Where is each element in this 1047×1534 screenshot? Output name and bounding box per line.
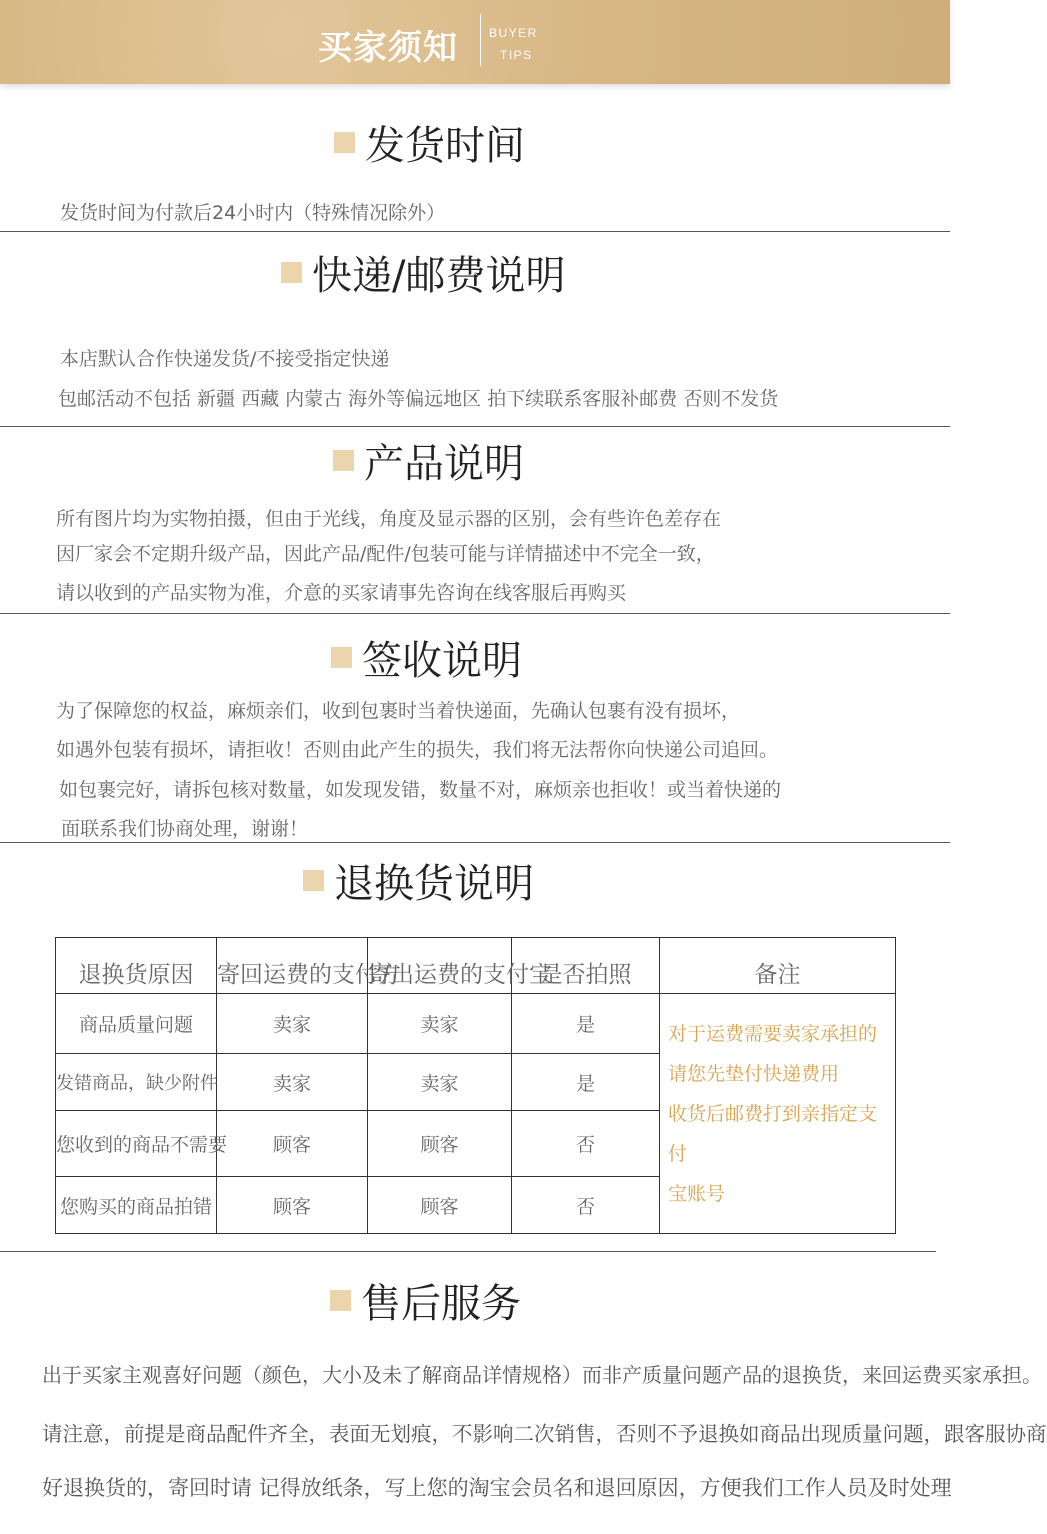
table-cell: 顾客 <box>368 1177 512 1234</box>
banner-en-line2: TIPS <box>500 48 533 62</box>
table-cell: 是 <box>512 1054 660 1111</box>
aftersale-line-2: 请注意，前提是商品配件齐全，表面无划痕，不影响二次销售，否则不予退换如商品出现质量问题，跟客服协商 <box>42 1422 1047 1446</box>
note-line: 对于运费需要卖家承担的 <box>668 1022 878 1045</box>
table-cell-reason: 发错商品，缺少附件 <box>56 1054 217 1111</box>
signing-line-1: 为了保障您的权益，麻烦亲们，收到包裹时当着快递面，先确认包裹有没有损坏， <box>56 700 741 722</box>
buyer-tips-banner <box>0 0 950 84</box>
section-heading-product <box>333 432 524 489</box>
section-divider <box>0 231 950 232</box>
section-heading-aftersale <box>330 1272 521 1329</box>
shipping-time-text: 发货时间为付款后24小时内（特殊情况除外） <box>60 202 446 224</box>
signing-line-2: 如遇外包装有损坏，请拒收！否则由此产生的损失，我们将无法帮你向快递公司追回。 <box>56 739 779 761</box>
col-header-reason: 退换货原因 <box>56 938 217 994</box>
courier-line-1: 本店默认合作快递发货/不接受指定快递 <box>60 348 390 370</box>
banner-en-line1: BUYER <box>489 26 538 40</box>
heading-square-icon <box>331 647 352 668</box>
aftersale-line-1: 出于买家主观喜好问题（颜色，大小及未了解商品详情规格）而非产质量问题产品的退换货，来回运费买家承担。 <box>42 1363 1042 1387</box>
note-line: 收货后邮费打到亲指定支付 <box>668 1102 878 1165</box>
heading-text: 退换货说明 <box>334 861 534 907</box>
signing-line-4: 面联系我们协商处理，谢谢！ <box>61 818 309 840</box>
section-divider <box>0 842 950 843</box>
product-line-1: 所有图片均为实物拍摄，但由于光线，角度及显示器的区别，会有些许色差存在 <box>56 508 722 530</box>
banner-title: 买家须知 <box>318 28 458 68</box>
heading-square-icon <box>330 1290 351 1311</box>
returns-table <box>55 937 896 1234</box>
table-cell-reason: 您收到的商品不需要 <box>56 1111 217 1177</box>
product-line-3: 请以收到的产品实物为准，介意的买家请事先咨询在线客服后再购买 <box>56 582 627 604</box>
table-cell: 否 <box>512 1177 660 1234</box>
signing-line-3: 如包裹完好，请拆包核对数量，如发现发错，数量不对，麻烦亲也拒收！或当着快递的 <box>59 779 782 801</box>
section-divider <box>0 426 950 427</box>
table-cell: 卖家 <box>368 1054 512 1111</box>
table-cell: 顾客 <box>217 1111 368 1177</box>
table-cell: 是 <box>512 994 660 1054</box>
col-header-remarks: 备注 <box>660 938 896 994</box>
col-header-photo-required: 是否拍照 <box>512 938 660 994</box>
heading-text: 快递/邮费说明 <box>312 253 566 299</box>
heading-square-icon <box>303 870 324 891</box>
section-heading-signing <box>331 629 522 686</box>
section-divider <box>0 1251 936 1252</box>
col-header-outbound-shipping-payer: 寄出运费的支付宝 <box>368 938 512 994</box>
section-divider <box>0 613 950 614</box>
section-heading-returns <box>303 852 534 909</box>
table-cell: 顾客 <box>368 1111 512 1177</box>
aftersale-line-3: 好退换货的，寄回时请 记得放纸条，写上您的淘宝会员名和退回原因，方便我们工作人员及时处理 <box>42 1476 952 1500</box>
table-row <box>56 994 896 1054</box>
table-cell-reason: 商品质量问题 <box>56 994 217 1054</box>
table-cell: 顾客 <box>217 1177 368 1234</box>
heading-square-icon <box>281 262 302 283</box>
heading-text: 产品说明 <box>364 441 524 487</box>
table-cell-reason: 您购买的商品拍错 <box>56 1177 217 1234</box>
col-header-return-shipping-payer: 寄回运费的支付方 <box>217 938 368 994</box>
table-cell: 否 <box>512 1111 660 1177</box>
heading-text: 发货时间 <box>365 123 525 169</box>
courier-line-2: 包邮活动不包括 新疆 西藏 内蒙古 海外等偏远地区 拍下续联系客服补邮费 否则不发货 <box>58 388 779 410</box>
section-heading-courier <box>281 244 565 301</box>
note-line: 宝账号 <box>668 1182 726 1205</box>
table-cell: 卖家 <box>217 994 368 1054</box>
section-heading-shipping-time <box>334 114 525 171</box>
table-cell: 卖家 <box>368 994 512 1054</box>
heading-text: 售后服务 <box>361 1281 521 1327</box>
note-line: 请您先垫付快递费用 <box>668 1062 840 1085</box>
product-line-2: 因厂家会不定期升级产品，因此产品/配件/包装可能与详情描述中不完全一致， <box>56 543 715 565</box>
heading-square-icon <box>334 132 355 153</box>
remarks-note <box>660 994 896 1234</box>
table-header-row <box>56 938 896 994</box>
table-cell: 卖家 <box>217 1054 368 1111</box>
heading-text: 签收说明 <box>362 638 522 684</box>
banner-divider <box>480 14 481 66</box>
heading-square-icon <box>333 450 354 471</box>
